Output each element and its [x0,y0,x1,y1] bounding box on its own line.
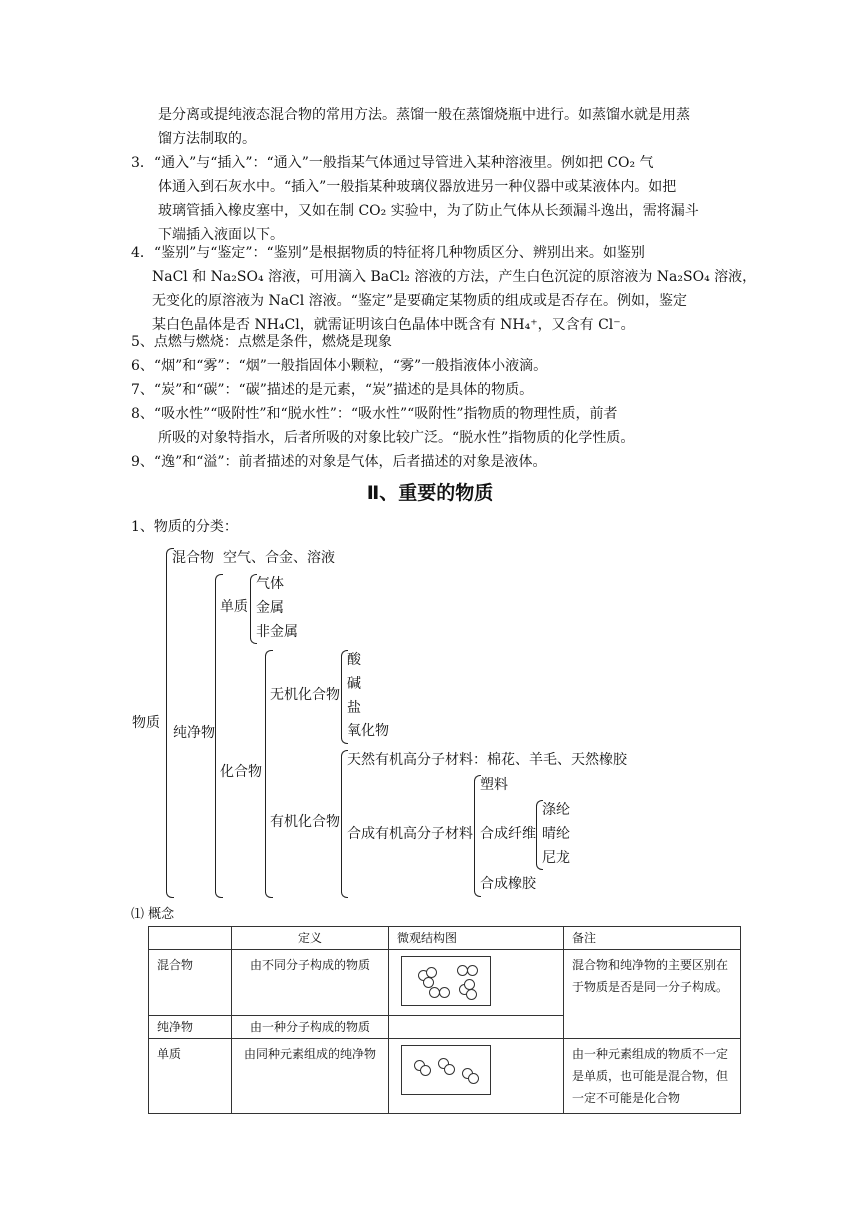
tree-element-item: 气体 [256,576,284,592]
tree-plastic: 塑料 [480,777,508,793]
tree-synthetic-polymer: 合成有机高分子材料 [347,826,473,842]
tree-inorganic: 无机化合物 [270,687,340,703]
table-cell: 单质 [149,1039,232,1114]
tree-element-item: 非金属 [256,624,298,640]
table-cell: 纯净物 [149,1016,232,1039]
text-line: 9、“逸”和“溢”：前者描述的对象是气体，后者描述的对象是液体。 [131,454,547,470]
table-cell-diagram [389,950,564,1016]
tree-fiber: 合成纤维 [480,826,536,842]
tree-mixture-examples: 空气、合金、溶液 [223,550,335,566]
tree-fiber-item: 涤纶 [542,802,570,818]
text-line: 3．“通入”与“插入”：“通入”一般指某气体通过导管进入某种溶液里。例如把 CO₂ 气 [131,155,654,171]
tree-mixture: 混合物 [172,550,214,566]
classify-heading: 1、物质的分类： [131,519,238,535]
tree-fiber-item: 尼龙 [542,850,570,866]
concept-heading: ⑴ 概念 [131,907,175,922]
table-row [149,950,741,1016]
text-line: 是分离或提纯液态混合物的常用方法。蒸馏一般在蒸馏烧瓶中进行。如蒸馏水就是用蒸 [158,107,690,123]
tree-natural-polymer: 天然有机高分子材料：棉花、羊毛、天然橡胶 [347,752,627,768]
tree-organic: 有机化合物 [270,814,340,830]
table-note-cell: 混合物和纯净物的主要区别在于物质是否是同一分子构成。 [564,950,741,1039]
text-line: 8、“吸水性”“吸附性”和“脱水性”：“吸水性”“吸附性”指物质的物理性质，前者 [131,406,618,422]
table-cell: 由一种分子构成的物质 [232,1016,389,1039]
text-line: 所吸的对象特指水，后者所吸的对象比较广泛。“脱水性”指物质的化学性质。 [158,430,635,446]
table-header-cell [149,927,232,950]
text-line: NaCl 和 Na₂SO₄ 溶液，可用滴入 BaCl₂ 溶液的方法，产生白色沉淀的原溶液为 Na₂SO₄ 溶液， [152,269,757,285]
table-cell: 混合物 [149,950,232,1016]
tree-fiber-item: 晴纶 [542,826,570,842]
tree-compound: 化合物 [220,764,262,780]
tree-element-item: 金属 [256,600,284,616]
tree-inorganic-item: 碱 [347,676,361,692]
text-line: 4．“鉴别”与“鉴定”：“鉴别”是根据物质的特征将几种物质区分、辨别出来。如鉴别 [131,245,645,261]
text-line: 下端插入液面以下。 [158,227,284,243]
text-line: 体通入到石灰水中。“插入”一般指某种玻璃仪器放进另一种仪器中或某液体内。如把 [158,179,677,195]
text-line: 某白色晶体是否 NH₄Cl，就需证明该白色晶体中既含有 NH₄⁺，又含有 Cl⁻。 [152,317,635,333]
tree-pure: 纯净物 [173,725,215,741]
text-line: 无变化的原溶液为 NaCl 溶液。“鉴定”是要确定某物质的组成或是否存在。例如，鉴定 [152,293,687,309]
text-line: 6、“烟”和“雾”：“烟”一般指固体小颗粒，“雾”一般指液体小液滴。 [131,358,548,374]
table-header-cell: 定义 [232,927,389,950]
tree-root: 物质 [132,715,160,731]
table-header-cell: 备注 [564,927,741,950]
section-title: Ⅱ、重要的物质 [366,482,494,504]
element-structure-diagram [401,1045,491,1095]
table-row [149,1039,741,1114]
table-cell-diagram [389,1039,564,1114]
text-line: 7、“炭”和“碳”：“碳”描述的是元素，“炭”描述的是具体的物质。 [131,382,534,398]
mixture-structure-diagram [401,956,491,1006]
text-line: 5、点燃与燃烧：点燃是条件，燃烧是现象 [131,334,392,350]
tree-inorganic-item: 酸 [347,652,361,668]
text-line: 玻璃管插入橡皮塞中，又如在制 CO₂ 实验中，为了防止气体从长颈漏斗逸出，需将漏斗 [158,203,699,219]
table-cell [389,1016,564,1039]
tree-inorganic-item: 盐 [347,700,361,716]
tree-inorganic-item: 氧化物 [347,723,389,739]
concept-table [148,926,741,1114]
bracket-pure [215,574,223,898]
table-note-cell: 由一种元素组成的物质不一定是单质，也可能是混合物，但一定不可能是化合物 [564,1039,741,1114]
tree-element: 单质 [220,599,248,615]
table-header-cell: 微观结构图 [389,927,564,950]
table-cell: 由不同分子构成的物质 [232,950,389,1016]
table-cell: 由同种元素组成的纯净物 [232,1039,389,1114]
tree-rubber: 合成橡胶 [480,876,536,892]
text-line: 馏方法制取的。 [158,131,256,147]
